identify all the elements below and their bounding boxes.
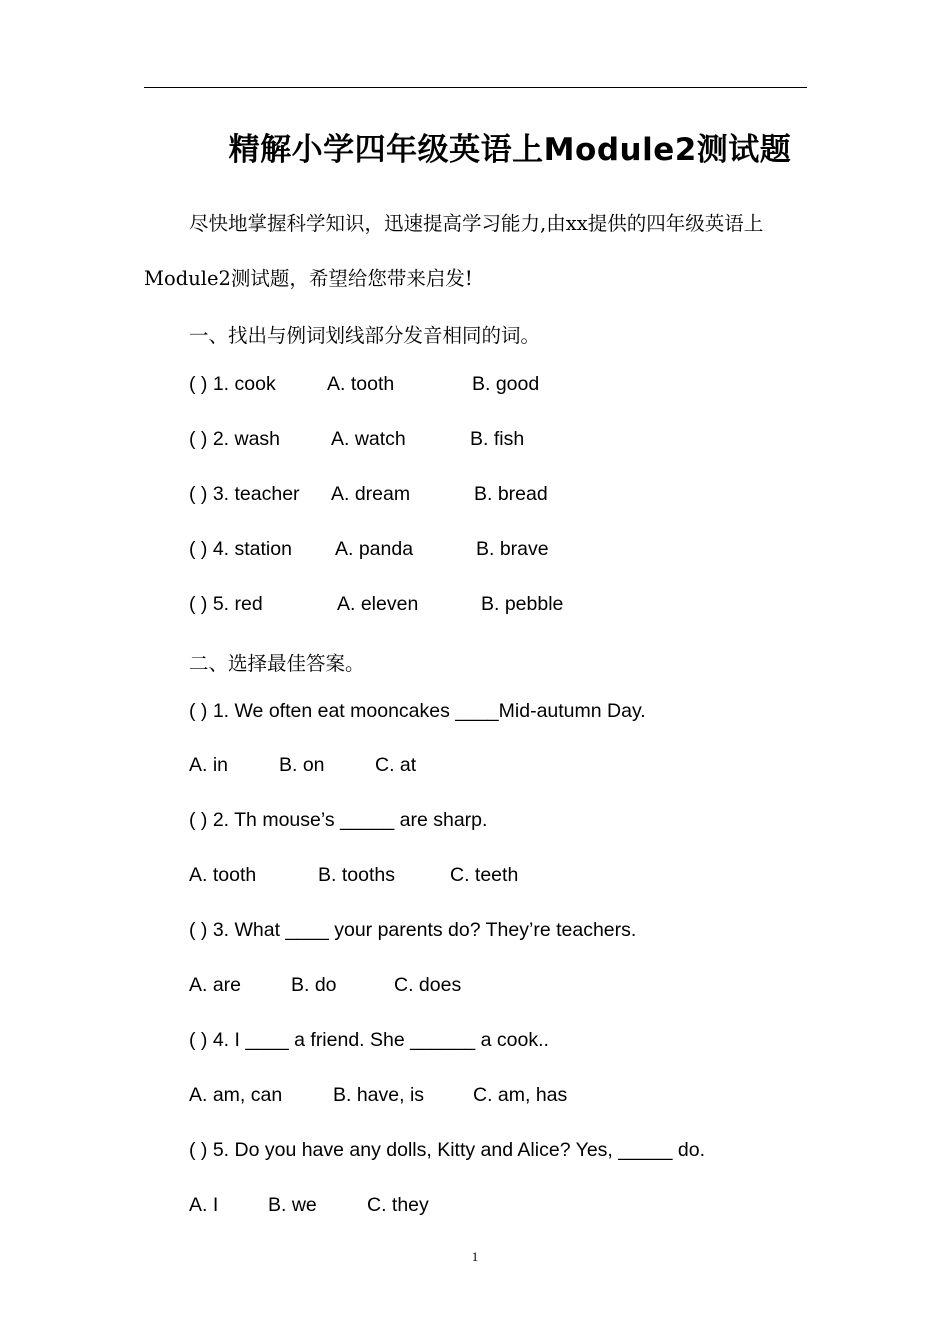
s2-option-a-4: A. am, can [189, 1084, 283, 1106]
s1-question-3: ( ) 3. teacher [189, 483, 300, 505]
s1-option-b-3: B. bread [474, 483, 548, 505]
s2-option-b-3: B. do [291, 974, 337, 996]
s1-option-a-1: A. tooth [327, 373, 395, 395]
s2-option-c-1: C. at [375, 754, 417, 776]
intro-paragraph: 尽快地掌握科学知识，迅速提高学习能力,由xx提供的四年级英语上Module2测试题，希望给您带来启发! [144, 212, 764, 290]
s1-option-a-2: A. watch [331, 428, 406, 450]
s2-option-a-3: A. are [189, 974, 242, 996]
s2-option-b-4: B. have, is [333, 1084, 425, 1106]
s1-option-b-1: B. good [472, 373, 540, 395]
header-rule [144, 87, 807, 88]
s1-option-b-5: B. pebble [481, 593, 564, 615]
s2-option-c-4: C. am, has [473, 1084, 568, 1106]
s2-option-c-5: C. they [367, 1194, 429, 1216]
page-number: 1 [471, 1249, 479, 1264]
s2-option-b-2: B. tooths [318, 864, 395, 886]
s1-option-b-4: B. brave [476, 538, 549, 560]
s1-option-a-4: A. panda [335, 538, 414, 560]
s2-question-3: ( ) 3. What ____ your parents do? They’re teachers. [189, 919, 637, 941]
s1-question-2: ( ) 2. wash [189, 428, 281, 450]
s2-question-1: ( ) 1. We often eat mooncakes ____Mid-autumn Day. [189, 700, 646, 722]
s2-question-4: ( ) 4. I ____ a friend. She ______ a cook.. [189, 1029, 549, 1051]
s1-option-a-3: A. dream [331, 483, 411, 505]
s1-question-5: ( ) 5. red [189, 593, 263, 615]
s1-question-1: ( ) 1. cook [189, 373, 276, 395]
document-title: 精解小学四年级英语上Module2测试题 [228, 132, 792, 168]
section-2-heading: 二、选择最佳答案。 [189, 652, 365, 675]
s2-option-a-5: A. I [189, 1194, 219, 1216]
s2-option-a-1: A. in [189, 754, 229, 776]
s2-question-5: ( ) 5. Do you have any dolls, Kitty and Alice? Yes, _____ do. [189, 1139, 705, 1161]
s2-question-2: ( ) 2. Th mouse’s _____ are sharp. [189, 809, 488, 831]
s2-option-b-5: B. we [268, 1194, 317, 1216]
s2-option-a-2: A. tooth [189, 864, 257, 886]
s1-option-b-2: B. fish [470, 428, 525, 450]
s1-question-4: ( ) 4. station [189, 538, 292, 560]
s2-option-c-3: C. does [394, 974, 462, 996]
s2-option-b-1: B. on [279, 754, 325, 776]
s2-option-c-2: C. teeth [450, 864, 519, 886]
section-1-heading: 一、找出与例词划线部分发音相同的词。 [189, 324, 541, 347]
s1-option-a-5: A. eleven [337, 593, 419, 615]
